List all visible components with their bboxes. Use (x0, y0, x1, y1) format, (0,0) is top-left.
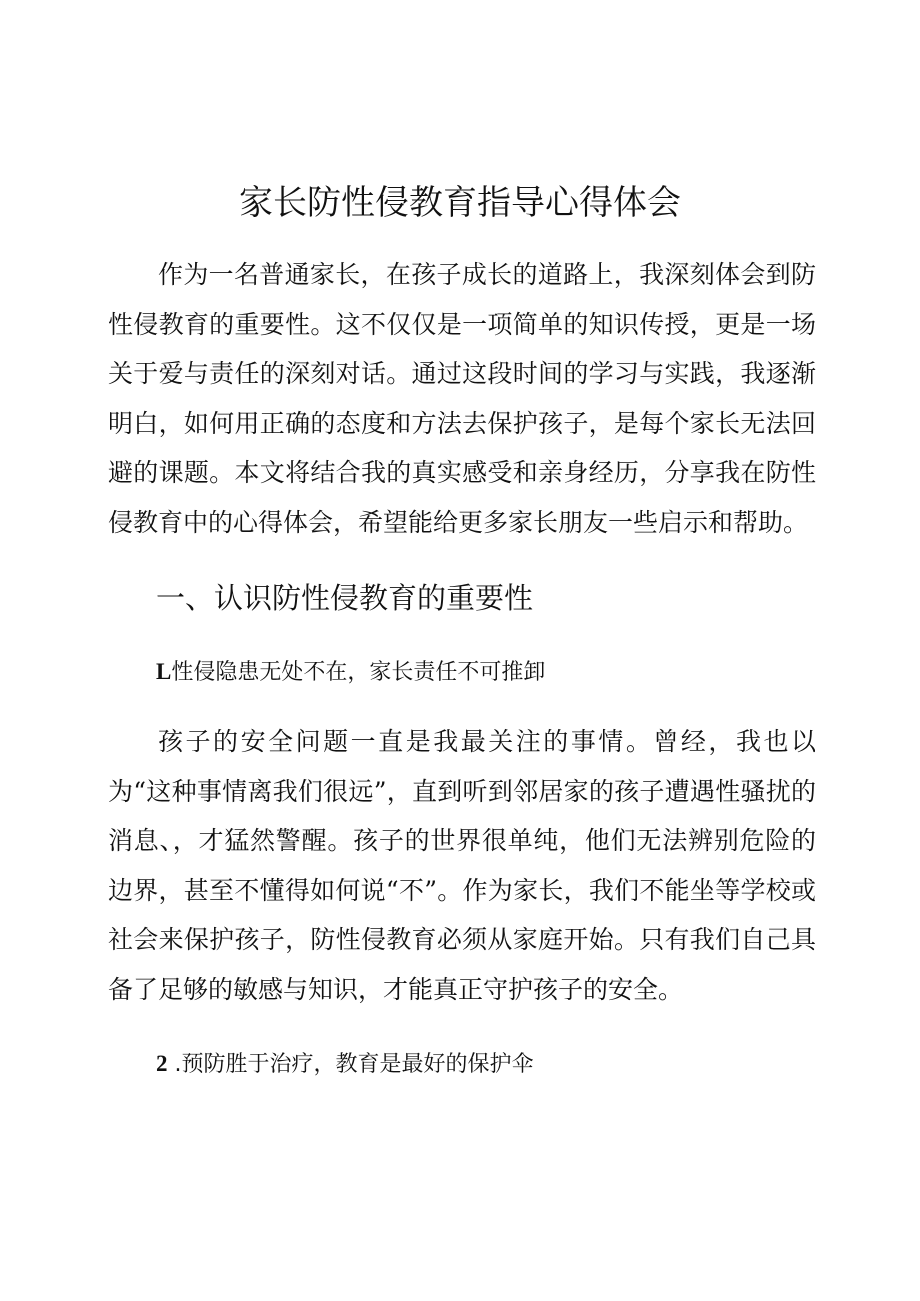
body-paragraph: 孩子的安全问题一直是我最关注的事情。曾经，我也以为“这种事情离我们很远”，直到听到邻居家的孩子遭遇性骚扰的消息、，才猛然警醒。孩子的世界很单纯，他们无法辨别危险的边界，甚至不懂得如何说“不”。作为家长，我们不能坐等学校或社会来保护孩子，防性侵教育必须从家庭开始。只有我们自己具备了足够的敏感与知识，才能真正守护孩子的安全。 (108, 727, 816, 1004)
section-heading: 一、认识防性侵教育的重要性 (156, 581, 534, 615)
subsection-number: 2 (156, 1051, 168, 1076)
subsection-heading-1 (156, 655, 545, 690)
subsection-number: L (156, 659, 172, 684)
subsection-text: 性侵隐患无处不在，家长责任不可推卸 (171, 660, 546, 685)
subsection-heading-2 (156, 1047, 534, 1082)
document-title: 家长防性侵教育指导心得体会 (239, 183, 681, 223)
intro-paragraph: 作为一名普通家长，在孩子成长的道路上，我深刻体会到防性侵教育的重要性。这不仅仅是一项简单的知识传授，更是一场关于爱与责任的深刻对话。通过这段时间的学习与实践，我逐渐明白，如何用正确的态度和方法去保护孩子，是每个家长无法回避的课题。本文将结合我的真实感受和亲身经历，分享我在防性侵教育中的心得体会，希望能给更多家长朋友一些启示和帮助。 (108, 260, 816, 537)
subsection-text: .预防胜于治疗，教育是最好的保护伞 (167, 1052, 534, 1077)
